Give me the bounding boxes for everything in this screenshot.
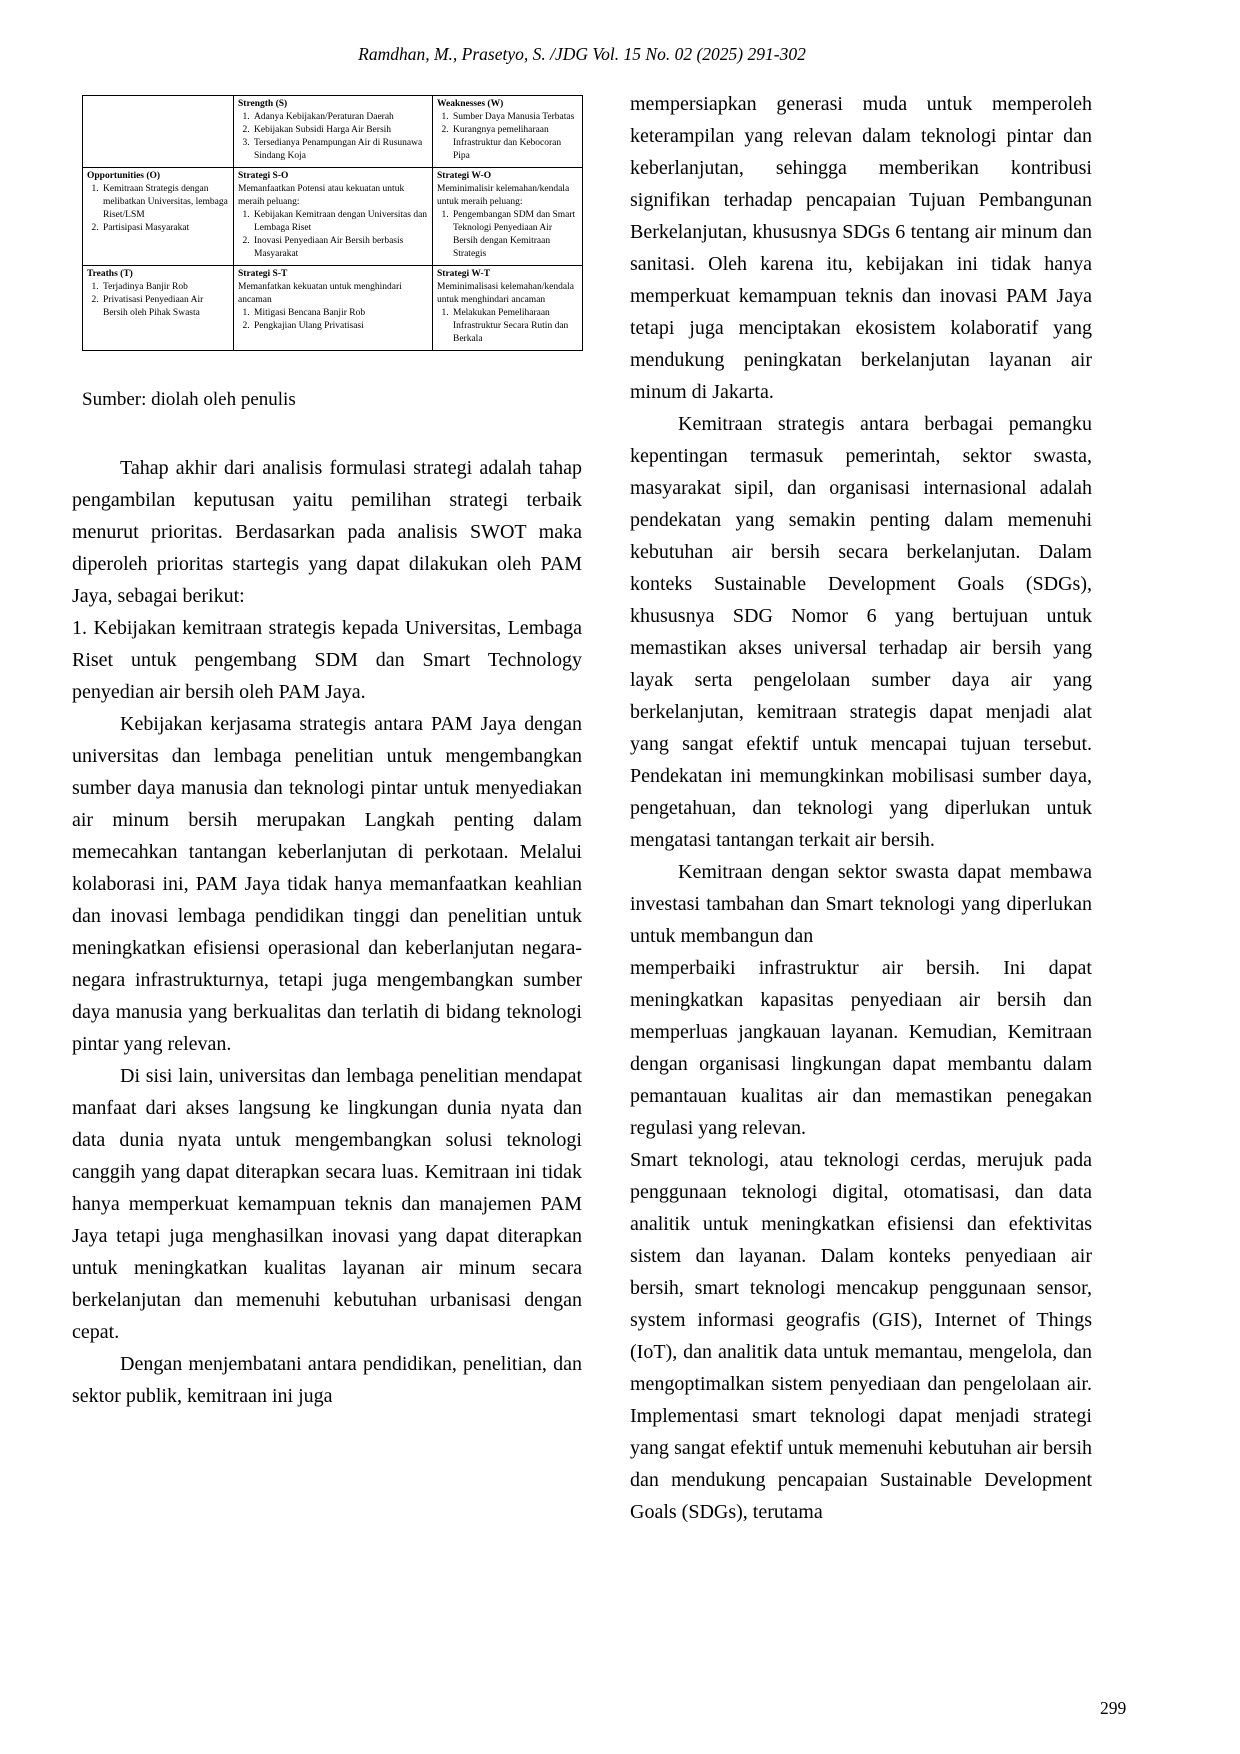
cell-intro-strategi-wt: Meminimalisasi kelemahan/kendala untuk menghindari ancaman — [437, 282, 574, 305]
paragraph: Dengan menjembatani antara pendidikan, penelitian, dan sektor publik, kemitraan ini juga — [72, 1353, 582, 1407]
list-item: 1. Mitigasi Bencana Banjir Rob — [252, 307, 428, 320]
list-item: 2. Pengkajian Ulang Privatisasi — [252, 320, 428, 333]
cell-intro-strategi-wo: Meminimalisir kelemahan/kendala untuk meraih peluang: — [437, 184, 570, 207]
list-item: 2. Kebijakan Subsidi Harga Air Bersih — [252, 124, 428, 137]
swot-cell-blank — [83, 96, 234, 168]
list-item: 1. Adanya Kebijakan/Peraturan Daerah — [252, 111, 428, 124]
swot-cell-strategi-wo — [433, 168, 583, 266]
cell-title-strategi-st: Strategi S-T — [238, 269, 288, 279]
cell-title-strategi-wo: Strategi W-O — [437, 171, 492, 181]
cell-title-weaknesses: Weaknesses (W) — [437, 99, 504, 109]
swot-cell-treaths — [83, 266, 234, 351]
swot-cell-opportunities — [83, 168, 234, 266]
strategi-so-list — [238, 209, 428, 261]
list-item: 2. Inovasi Penyediaan Air Bersih berbasis Masyarakat — [252, 235, 428, 261]
strategi-st-list — [238, 307, 428, 333]
swot-cell-strategi-st — [234, 266, 433, 351]
list-item: 2. Privatisasi Penyediaan Air Bersih oleh Pihak Swasta — [101, 294, 229, 320]
strength-list — [238, 111, 428, 163]
list-item: 1. Kebijakan Kemitraan dengan Universitas dan Lembaga Riset — [252, 209, 428, 235]
table-row — [83, 96, 583, 168]
strategi-wt-list — [437, 307, 578, 346]
swot-cell-strength — [234, 96, 433, 168]
cell-title-strategi-so: Strategi S-O — [238, 171, 289, 181]
running-head: Ramdhan, M., Prasetyo, S. /JDG Vol. 15 No. 02 (2025) 291-302 — [358, 44, 806, 64]
paragraph: Kemitraan strategis antara berbagai pemangku kepentingan termasuk pemerintah, sektor swasta, masyarakat sipil, dan organisasi internasional adalah pendekatan yang semakin penting dalam memenuhi kebutuhan air bersih secara berkelanjutan. Dalam konteks Sustainable Development Goals (SDGs), khususnya SDG Nomor 6 yang bertujuan untuk memastikan akses universal terhadap air bersih yang layak serta pengelolaan sumber daya air yang berkelanjutan, kemitraan strategis dapat menjadi alat yang sangat efektif untuk mencapai tujuan tersebut. Pendekatan ini memungkinkan mobilisasi sumber daya, pengetahuan, dan teknologi yang diperlukan untuk mengatasi tantangan terkait air bersih. — [630, 413, 1092, 851]
paragraph: Kebijakan kerjasama strategis antara PAM Jaya dengan universitas dan lembaga penelitian untuk mengembangkan sumber daya manusia dan teknologi pintar untuk menyediakan air minum bersih merupakan Langkah penting dalam memecahkan tantangan keberlanjutan di perkotaan. Melalui kolaborasi ini, PAM Jaya tidak hanya memanfaatkan keahlian dan inovasi lembaga pendidikan tinggi dan penelitian untuk meningkatkan efisiensi operasional dan keberlanjutan negara-negara infrastrukturnya, tetapi juga mengembangkan sumber daya manusia yang berkualitas dan terlatih di bidang teknologi pintar yang relevan. — [72, 713, 582, 1055]
paragraph: Kemitraan dengan sektor swasta dapat membawa investasi tambahan dan Smart teknologi yang diperlukan untuk membangun dan — [630, 861, 1092, 947]
right-text-column — [630, 88, 1092, 1528]
table-row — [83, 266, 583, 351]
paragraph: Tahap akhir dari analisis formulasi strategi adalah tahap pengambilan keputusan yaitu pemilihan strategi terbaik menurut prioritas. Berdasarkan pada analisis SWOT maka diperoleh prioritas startegis yang dapat dilakukan oleh PAM Jaya, sebagai berikut: — [72, 457, 582, 607]
swot-cell-weaknesses — [433, 96, 583, 168]
cell-title-strength: Strength (S) — [238, 99, 288, 109]
swot-cell-strategi-so — [234, 168, 433, 266]
paragraph: Smart teknologi, atau teknologi cerdas, merujuk pada penggunaan teknologi digital, otomatisasi, dan data analitik untuk meningkatkan efisiensi dan efektivitas sistem dan layanan. Dalam konteks penyediaan air bersih, smart teknologi mencakup penggunaan sensor, system informasi geografis (GIS), Internet of Things (IoT), dan analitik data untuk memantau, mengelola, dan mengoptimalkan sistem penyediaan dan pengelolaan air. Implementasi smart teknologi dapat menjadi strategi yang sangat efektif untuk memenuhi kebutuhan air bersih dan mendukung pencapaian Sustainable Development Goals (SDGs), terutama — [630, 1149, 1092, 1523]
list-item: 3. Tersedianya Penampungan Air di Rusunawa Sindang Koja — [252, 137, 428, 163]
list-item: 1. Sumber Daya Manusia Terbatas — [451, 111, 578, 124]
cell-title-opportunities: Opportunities (O) — [87, 171, 161, 181]
swot-matrix-table — [82, 95, 583, 351]
left-text-column — [72, 452, 582, 1412]
list-item: 2. Partisipasi Masyarakat — [101, 222, 229, 235]
table-source-caption: Sumber: diolah oleh penulis — [82, 389, 296, 410]
paragraph: 1. Kebijakan kemitraan strategis kepada Universitas, Lembaga Riset untuk pengembang SDM dan Smart Technology penyedian air bersih oleh PAM Jaya. — [72, 617, 582, 703]
list-item: 1. Melakukan Pemeliharaan Infrastruktur Secara Rutin dan Berkala — [451, 307, 578, 346]
list-item: 1. Terjadinya Banjir Rob — [101, 281, 229, 294]
page-number: 299 — [1100, 1698, 1127, 1718]
list-item: 1. Pengembangan SDM dan Smart Teknologi Penyediaan Air Bersih dengan Kemitraan Strategis — [451, 209, 578, 261]
cell-intro-strategi-so: Memanfaatkan Potensi atau kekuatan untuk meraih peluang: — [238, 184, 405, 207]
list-item: 1. Kemitraan Strategis dengan melibatkan Universitas, lembaga Riset/LSM — [101, 183, 229, 222]
paragraph: mempersiapkan generasi muda untuk memperoleh keterampilan yang relevan dalam teknologi pintar dan keberlanjutan, sehingga memberikan kontribusi signifikan terhadap pencapaian Tujuan Pembangunan Berkelanjutan, khususnya SDGs 6 tentang air minum dan sanitasi. Oleh karena itu, kebijakan ini tidak hanya memperkuat kemampuan teknis dan inovasi PAM Jaya tetapi juga menciptakan ekosistem kolaboratif yang mendukung peningkatan berkelanjutan layanan air minum di Jakarta. — [630, 93, 1092, 403]
cell-intro-strategi-st: Memanfatkan kekuatan untuk menghindari ancaman — [238, 282, 402, 305]
list-item: 2. Kurangnya pemeliharaan Infrastruktur dan Kebocoran Pipa — [451, 124, 578, 163]
paragraph: memperbaiki infrastruktur air bersih. Ini dapat meningkatkan kapasitas penyediaan air bersih dan memperluas jangkauan layanan. Kemudian, Kemitraan dengan organisasi lingkungan dapat membantu dalam pemantauan kualitas air dan memastikan penegakan regulasi yang relevan. — [630, 957, 1092, 1139]
cell-title-treaths: Treaths (T) — [87, 269, 133, 279]
treaths-list — [87, 281, 229, 320]
opportunities-list — [87, 183, 229, 235]
swot-cell-strategi-wt — [433, 266, 583, 351]
table-row — [83, 168, 583, 266]
strategi-wo-list — [437, 209, 578, 261]
paragraph: Di sisi lain, universitas dan lembaga penelitian mendapat manfaat dari akses langsung ke lingkungan dunia nyata dan data dunia nyata untuk mengembangkan solusi teknologi canggih yang dapat diterapkan secara luas. Kemitraan ini tidak hanya memperkuat kemampuan teknis dan manajemen PAM Jaya tetapi juga menghasilkan inovasi yang dapat diterapkan untuk meningkatkan kualitas layanan air minum secara berkelanjutan dan memenuhi kebutuhan urbanisasi dengan cepat. — [72, 1065, 582, 1343]
weaknesses-list — [437, 111, 578, 163]
cell-title-strategi-wt: Strategi W-T — [437, 269, 491, 279]
